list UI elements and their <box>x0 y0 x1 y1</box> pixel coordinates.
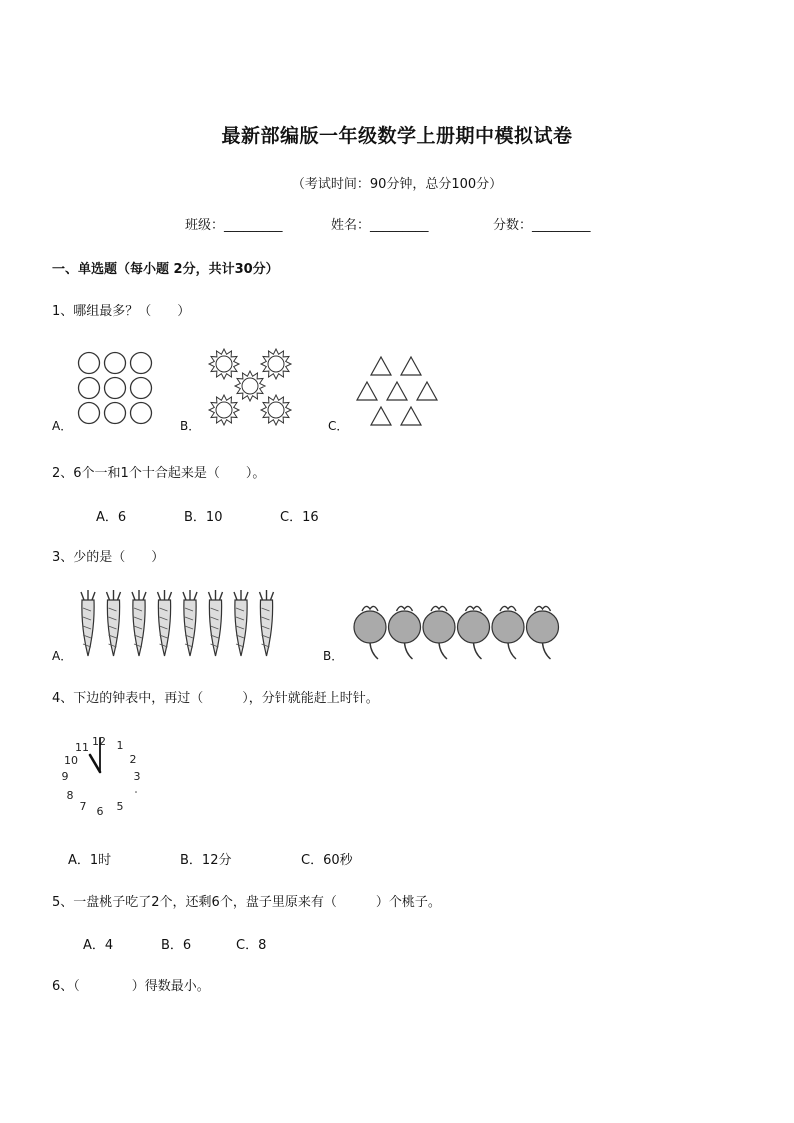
q4-option-a[interactable]: A．1时 <box>68 853 112 868</box>
carrot-icon <box>132 590 146 656</box>
score-blank[interactable]: _________ <box>532 218 591 233</box>
clock-face-image <box>57 732 147 822</box>
score-field <box>493 214 591 233</box>
class-field <box>185 214 283 233</box>
q2-option-b[interactable]: B．10 <box>184 510 223 525</box>
carrot-icon <box>209 590 223 656</box>
sun-icon <box>209 349 239 379</box>
triangle-group-image <box>355 355 441 429</box>
carrot-icon <box>234 590 248 656</box>
clock-numeral-9: 9 <box>61 770 69 783</box>
carrot-icon <box>260 590 274 656</box>
clock-numeral-11: 11 <box>75 741 89 754</box>
hour-hand <box>90 755 100 772</box>
q1-option-b[interactable]: B． <box>180 419 201 433</box>
carrot-icon <box>183 590 197 656</box>
q5-option-a[interactable]: A．4 <box>83 938 114 953</box>
radish-icon <box>423 606 455 659</box>
q2-option-c[interactable]: C．16 <box>280 510 319 525</box>
radish-icon <box>389 606 421 659</box>
class-label: 班级： <box>185 218 225 233</box>
score-label: 分数： <box>493 218 533 233</box>
sun-icon <box>261 349 291 379</box>
q3-option-b[interactable]: B． <box>323 649 344 663</box>
q1-option-c[interactable]: C． <box>328 419 349 433</box>
radish-icon <box>527 606 559 659</box>
question-2-stem: 2、6个一和1个十合起来是（ ）。 <box>52 466 266 481</box>
clock-numeral-2: 2 <box>129 753 137 766</box>
q4-option-c[interactable]: C．60秒 <box>301 853 353 868</box>
sun-group-image <box>204 346 300 428</box>
carrot-icon <box>107 590 121 656</box>
q2-option-a[interactable]: A．6 <box>96 510 127 525</box>
clock-numeral-3: 3 <box>133 770 141 783</box>
question-6-stem: 6、（ ）得数最小。 <box>52 979 210 994</box>
section-heading: 一、单选题（每小题 2分，共计30分） <box>52 262 279 277</box>
clock-numeral-10: 10 <box>64 754 78 767</box>
name-blank[interactable]: _________ <box>370 218 429 233</box>
clock-numeral-5: 5 <box>116 800 124 813</box>
question-1-stem: 1、哪组最多？（ ） <box>52 304 191 319</box>
sun-icon <box>235 371 265 401</box>
clock-numeral-6: 6 <box>96 805 104 818</box>
radish-icon <box>492 606 524 659</box>
class-blank[interactable]: _________ <box>224 218 283 233</box>
carrot-row-image <box>76 590 280 660</box>
radish-icon <box>458 606 490 659</box>
sun-icon <box>261 395 291 425</box>
page-title: 最新部编版一年级数学上册期中模拟试卷 <box>221 125 573 147</box>
question-4-stem: 4、下边的钟表中，再过（ ），分针就能赶上时针。 <box>52 691 379 706</box>
question-3-stem: 3、少的是（ ） <box>52 550 165 565</box>
q3-option-a[interactable]: A． <box>52 649 73 663</box>
q5-option-b[interactable]: B．6 <box>161 938 192 953</box>
radish-row-image <box>350 603 562 663</box>
q4-option-b[interactable]: B．12分 <box>180 853 232 868</box>
sun-icon <box>209 395 239 425</box>
q5-option-c[interactable]: C．8 <box>236 938 267 953</box>
carrot-icon <box>158 590 172 656</box>
question-5-stem: 5、一盘桃子吃了2个，还剩6个，盘子里原来有（ ）个桃子。 <box>52 895 441 910</box>
name-label: 姓名： <box>331 218 371 233</box>
clock-numeral-12: 12 <box>92 735 106 748</box>
exam-time-note: （考试时间：90分钟，总分100分） <box>291 177 503 192</box>
clock-numeral-1: 1 <box>116 739 124 752</box>
clock-numeral-7: 7 <box>79 800 87 813</box>
carrot-icon <box>81 590 95 656</box>
q1-option-a[interactable]: A． <box>52 419 73 433</box>
clock-numeral-8: 8 <box>66 789 74 802</box>
name-field <box>331 214 429 233</box>
radish-icon <box>354 606 386 659</box>
circle-grid-image <box>77 351 157 429</box>
